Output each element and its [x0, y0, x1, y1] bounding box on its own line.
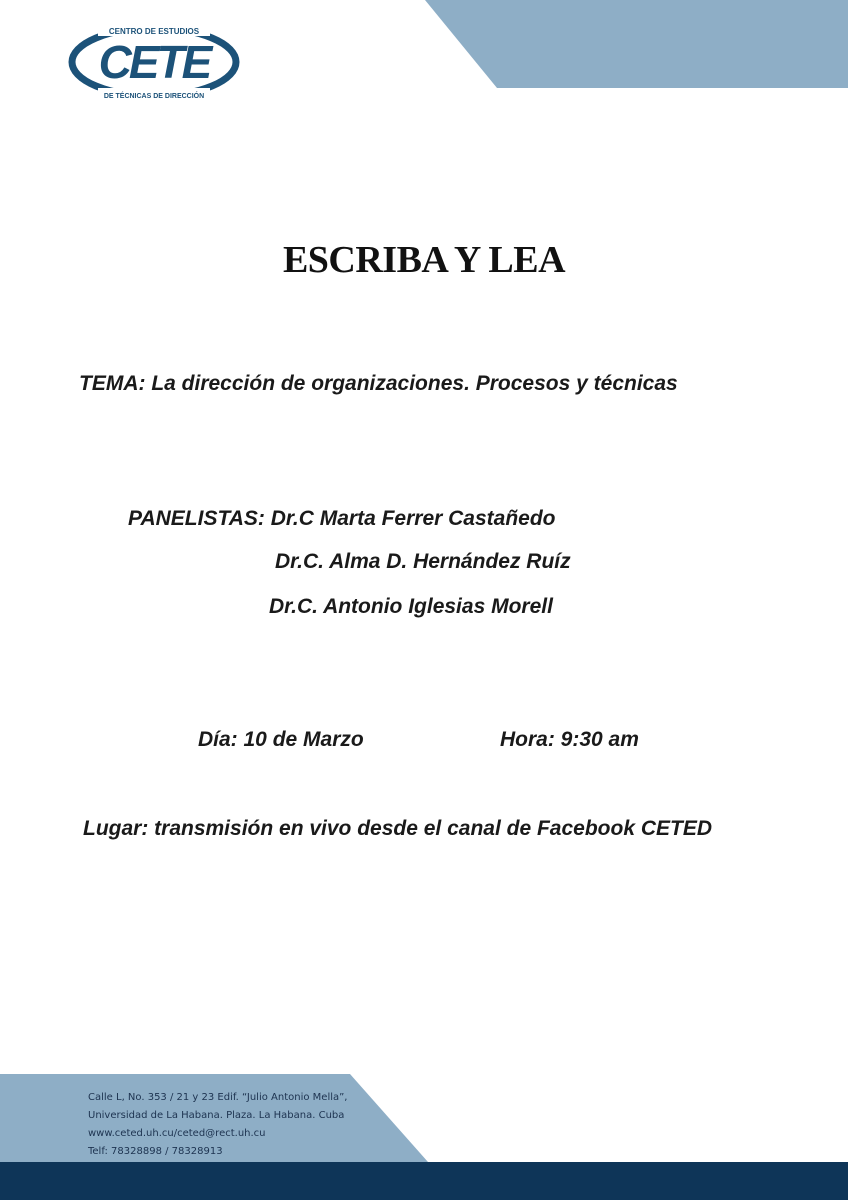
svg-text:CENTRO DE ESTUDIOS: CENTRO DE ESTUDIOS [108, 27, 200, 36]
panelist-line-1: PANELISTAS: Dr.C Marta Ferrer Castañedo [128, 507, 556, 530]
time-line: Hora: 9:30 am [500, 728, 639, 751]
footer-address [88, 1089, 348, 1161]
tema-line: TEMA: La dirección de organizaciones. Procesos y técnicas [79, 372, 678, 395]
page-title: ESCRIBA Y LEA [282, 239, 566, 281]
footer-line-3: www.ceted.uh.cu/ceted@rect.uh.cu [88, 1128, 266, 1139]
svg-text:DE TÉCNICAS DE DIRECCIÓN: DE TÉCNICAS DE DIRECCIÓN [103, 93, 205, 100]
location-line: Lugar: transmisión en vivo desde el canal de Facebook CETED [83, 817, 713, 840]
panelist-line-2: Dr.C. Alma D. Hernández Ruíz [275, 550, 571, 573]
ceted-logo [68, 22, 240, 102]
svg-text:CETE: CETE [98, 36, 210, 88]
footer-line-2: Universidad de La Habana. Plaza. La Habana. Cuba [88, 1110, 345, 1121]
panelist-line-3: Dr.C. Antonio Iglesias Morell [269, 595, 553, 618]
date-line: Día: 10 de Marzo [198, 728, 364, 751]
footer-line-1: Calle L, No. 353 / 21 y 23 Edif. “Julio Antonio Mella”, [88, 1092, 348, 1103]
footer-line-4: Telf: 78328898 / 78328913 [88, 1146, 223, 1157]
